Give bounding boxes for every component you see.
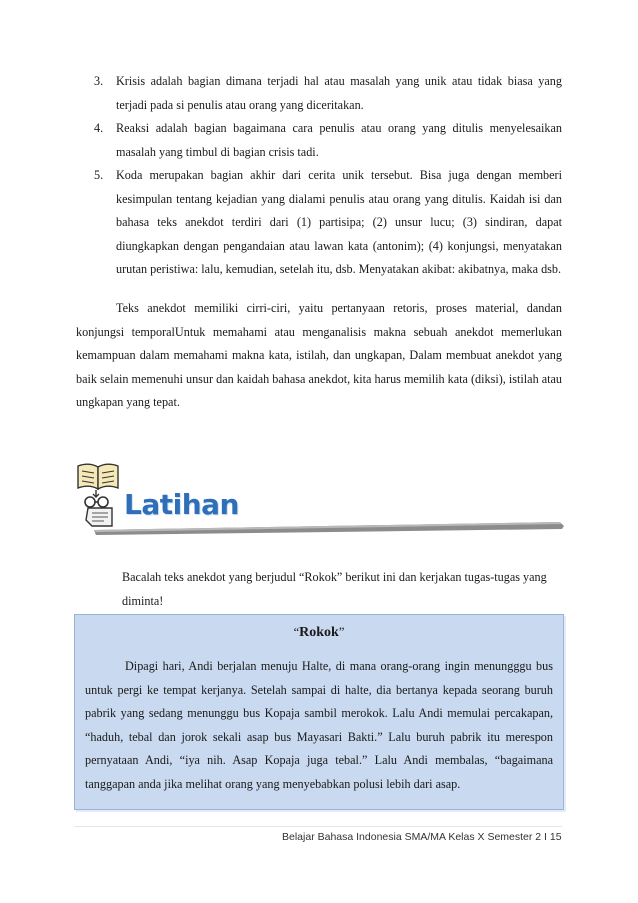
list-number: 5.: [94, 168, 104, 182]
story-text: [85, 655, 553, 797]
list-text: Reaksi adalah bagian bagaimana cara penulis atau orang yang ditulis menyelesaikan masalah yang timbul di bagian crisis tadi.: [116, 121, 562, 159]
list-number: 3.: [94, 74, 104, 88]
paragraph-text: Teks anekdot memiliki cirri-ciri, yaitu pertanyaan retoris, proses material, dandan konjungsi temporalUntuk memahami atau menganalisis makna sebuah anekdot memerlukan kemampuan dalam memahami makna kata, istilah, dan ungkapan, Dalam membuat anekdot yang baik selain memenuhi unsur dan kaidah bahasa anekdot, kita harus memilih kata (diksi), istilah atau ungkapan yang tepat.: [76, 301, 563, 409]
section-header: [72, 462, 568, 537]
list-number: 4.: [94, 121, 104, 135]
section-title: Latihan: [124, 488, 239, 521]
instruction-text: Bacalah teks anekdot yang berjudul “Rokok” berikut ini dan kerjakan tugas-tugas yang diminta!: [122, 570, 547, 608]
list-item: [94, 70, 562, 117]
story-box: [74, 614, 564, 810]
list-text: Koda merupakan bagian akhir dari cerita unik tersebut. Bisa juga dengan memberi kesimpulan tentang kejadian yang dialami penulis atau orang yang ditulis. Kaidah isi dan bahasa teks anekdot terdiri dari (1) partisipa; (2) unsur lucu; (3) sindiran, dapat diungkapkan dengan pengandaian atau lawan kata (antonim); (4) konjungsi, menyatakan urutan peristiwa: lalu, kemudian, setelah itu, dsb. Menyatakan akibat: akibatnya, maka dsb.: [116, 168, 562, 276]
story-body: Dipagi hari, Andi berjalan menuju Halte, di mana orang-orang ingin menungggu bus untuk pergi ke tempat kerjanya. Setelah sampai di halte, dia bertanya kepada seorang buruh pabrik yang sedang menunggu bus Kopaja sambil merokok. Lalu Andi memulai percakapan, “haduh, tebal dan jorok sekali asap bus Mayasari Bakti.” Lalu buruh pabrik itu merespon pernyataan Andi, “iya nih. Asap Kopaja juga tebal.” Lalu Andi membalas, “bagaimana tanggapan anda jika melihat orang yang menyebabkan polusi lebih dari asap.: [85, 659, 553, 791]
quote-mark: “: [293, 625, 300, 639]
quote-mark: ”: [338, 625, 345, 639]
story-title-text: Rokok: [299, 625, 339, 640]
footer-divider: [74, 826, 562, 827]
list-item: [94, 164, 562, 282]
numbered-list: [94, 70, 562, 282]
list-text: Krisis adalah bagian dimana terjadi hal atau masalah yang unik atau tidak biasa yang terjadi pada si penulis atau orang yang diceritakan.: [116, 74, 562, 112]
story-title: [75, 625, 563, 641]
body-paragraph: [76, 297, 562, 415]
list-item: [94, 117, 562, 164]
page-footer: Belajar Bahasa Indonesia SMA/MA Kelas X Semester 2 I 15: [282, 831, 562, 843]
